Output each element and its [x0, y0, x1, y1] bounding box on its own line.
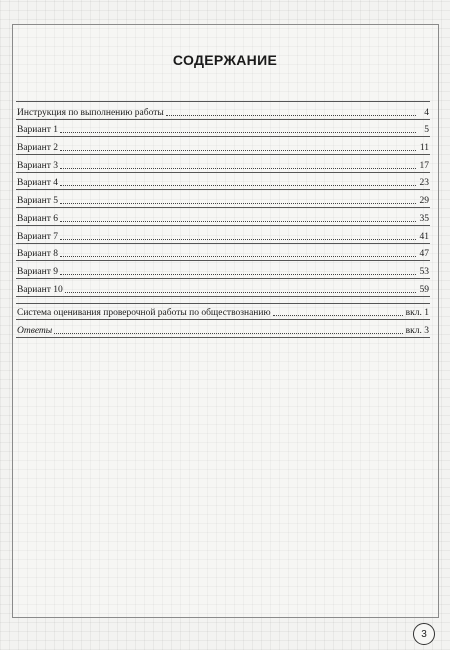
toc-item-answers[interactable]: [16, 320, 430, 338]
page-title: СОДЕРЖАНИЕ: [172, 52, 278, 68]
toc-leader-dots: [65, 291, 416, 293]
toc-item-grading-system[interactable]: [16, 303, 430, 321]
toc-leader-dots: [60, 220, 416, 222]
toc-item-page: 17: [419, 160, 429, 171]
toc-item-page: 4: [424, 107, 429, 118]
toc-item-page: 23: [419, 178, 429, 189]
toc-item-variant-6[interactable]: [16, 208, 430, 226]
toc-leader-dots: [273, 314, 403, 316]
toc-item-page: 41: [419, 231, 429, 242]
toc-item-variant-3[interactable]: [16, 155, 430, 173]
toc-item-page: 11: [419, 143, 429, 154]
table-of-contents: [16, 101, 430, 338]
toc-leader-dots: [60, 167, 416, 169]
toc-leader-dots: [60, 149, 416, 151]
toc-leader-dots: [60, 273, 416, 275]
toc-item-label: Вариант 9: [17, 266, 58, 277]
toc-item-label: Вариант 5: [17, 196, 58, 207]
toc-leader-dots: [60, 238, 416, 240]
toc-item-variant-1[interactable]: [16, 120, 430, 138]
toc-item-label: Вариант 4: [17, 178, 58, 189]
toc-item-page: 29: [419, 196, 429, 207]
toc-item-label: Вариант 6: [17, 213, 58, 224]
toc-item-label: Вариант 1: [17, 125, 58, 136]
toc-item-variant-2[interactable]: [16, 137, 430, 155]
toc-item-variant-7[interactable]: [16, 226, 430, 244]
toc-item-label: Вариант 2: [17, 143, 58, 154]
toc-leader-dots: [60, 131, 416, 133]
toc-item-page: вкл. 3: [405, 325, 429, 336]
toc-leader-dots: [60, 202, 416, 204]
toc-item-label: Вариант 7: [17, 231, 58, 242]
toc-item-page: вкл. 1: [405, 308, 429, 319]
toc-item-variant-8[interactable]: [16, 244, 430, 262]
toc-item-variant-10[interactable]: [16, 279, 430, 297]
toc-item-variant-5[interactable]: [16, 190, 430, 208]
toc-leader-dots: [166, 114, 416, 116]
toc-item-page: 59: [419, 284, 429, 295]
toc-item-label: Инструкция по выполнению работы: [17, 107, 164, 118]
toc-item-label: Вариант 3: [17, 160, 58, 171]
toc-leader-dots: [60, 184, 416, 186]
toc-item-page: 47: [419, 249, 429, 260]
toc-item-label: Вариант 10: [17, 284, 63, 295]
toc-item-variant-9[interactable]: [16, 261, 430, 279]
toc-item-instruction[interactable]: [16, 102, 430, 120]
toc-item-page: 5: [424, 125, 429, 136]
toc-item-label: Ответы: [17, 325, 53, 336]
toc-item-page: 35: [419, 213, 429, 224]
toc-item-page: 53: [419, 266, 429, 277]
toc-leader-dots: [54, 332, 402, 334]
toc-leader-dots: [60, 255, 416, 257]
toc-item-label: Система оценивания проверочной работы по обществознанию: [17, 308, 271, 319]
page-number-badge: 3: [413, 623, 435, 645]
toc-item-variant-4[interactable]: [16, 173, 430, 191]
toc-item-label: Вариант 8: [17, 249, 58, 260]
